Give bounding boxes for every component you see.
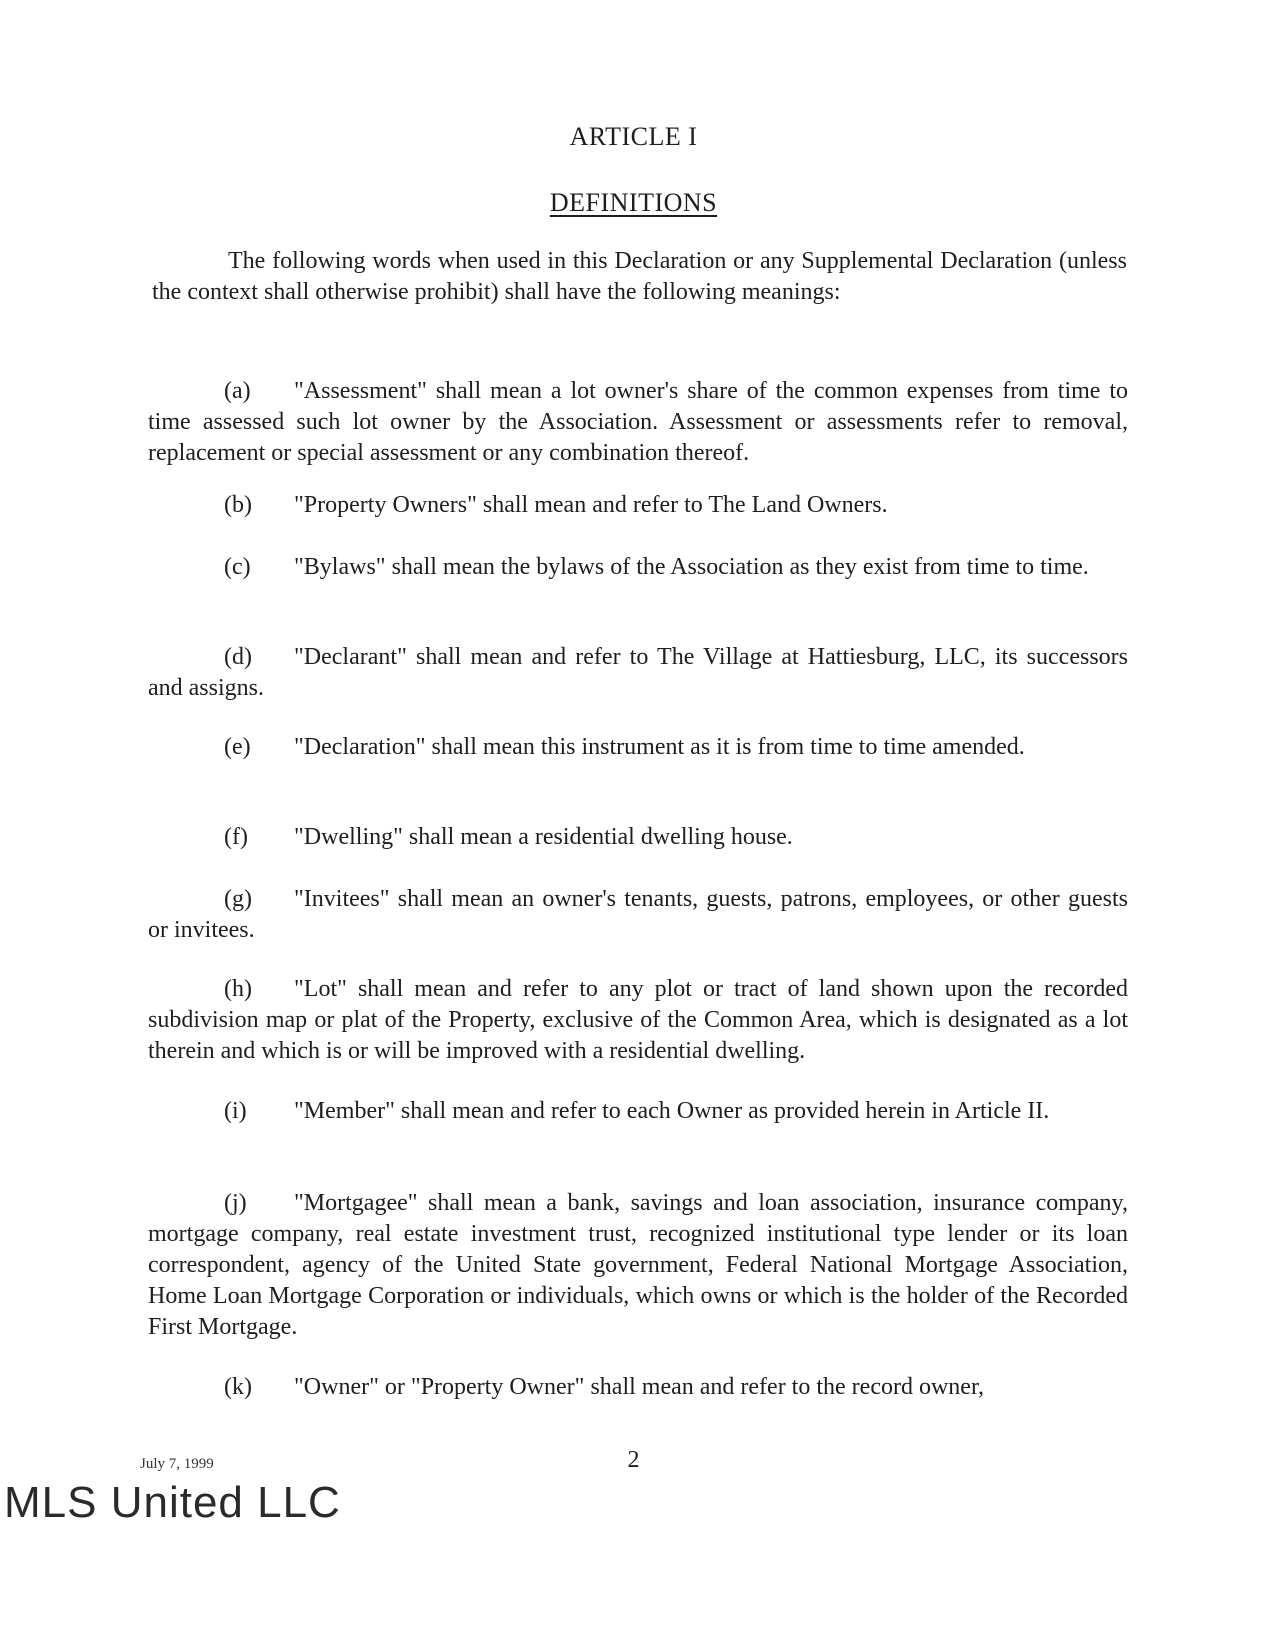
definition-marker: (h)	[224, 976, 252, 1002]
definition-text: "Property Owners" shall mean and refer to The Land Owners.	[294, 492, 888, 518]
definition-marker: (f)	[224, 824, 248, 850]
definition-text: "Owner" or "Property Owner" shall mean and refer to the record owner,	[294, 1374, 984, 1400]
intro-paragraph: The following words when used in this Declaration or any Supplemental Declaration (unless the context shall otherwise prohibit) shall have the following meanings:	[152, 248, 1127, 305]
definition-marker: (a)	[224, 378, 251, 404]
definition-text: "Assessment" shall mean a lot owner's share of the common expenses from time to time assessed such lot owner by the Association. Assessment or assessments refer to removal, replacement or special assessment or any combination thereof.	[148, 378, 1128, 466]
definition-marker: (j)	[224, 1190, 247, 1216]
section-heading	[0, 188, 1267, 218]
definition-g	[148, 884, 1128, 946]
page-number: 2	[627, 1447, 640, 1473]
definition-text: "Bylaws" shall mean the bylaws of the Association as they exist from time to time.	[294, 554, 1089, 580]
definition-marker: (k)	[224, 1374, 252, 1400]
definition-marker: (e)	[224, 734, 251, 760]
section-heading-text: DEFINITIONS	[549, 188, 718, 217]
definition-h	[148, 974, 1128, 1067]
definition-text: "Mortgagee" shall mean a bank, savings and loan association, insurance company, mortgage company, real estate investment trust, recognized institutional type lender or its loan correspondent, agency of the United State government, Federal National Mortgage Association, Home Loan Mortgage Corporation or individuals, which owns or which is the holder of the Recorded First Mortgage.	[148, 1190, 1128, 1340]
footer-date: July 7, 1999	[140, 1456, 214, 1472]
definition-text: "Member" shall mean and refer to each Owner as provided herein in Article II.	[294, 1098, 1050, 1124]
definition-i	[148, 1096, 1128, 1127]
definition-marker: (d)	[224, 644, 252, 670]
watermark-logo: MLS United LLC	[4, 1478, 341, 1527]
definition-a	[148, 376, 1128, 469]
definition-f	[148, 822, 1128, 853]
definition-j	[148, 1188, 1128, 1343]
definition-text: "Declarant" shall mean and refer to The Village at Hattiesburg, LLC, its successors and assigns.	[148, 644, 1128, 701]
definition-marker: (i)	[224, 1098, 247, 1124]
definition-text: "Declaration" shall mean this instrument as it is from time to time amended.	[294, 734, 1025, 760]
definition-c	[148, 552, 1128, 583]
definition-text: "Lot" shall mean and refer to any plot or tract of land shown upon the recorded subdivision map or plat of the Property, exclusive of the Common Area, which is designated as a lot therein and which is or will be improved with a residential dwelling.	[148, 976, 1128, 1064]
definition-text: "Dwelling" shall mean a residential dwelling house.	[294, 824, 793, 850]
definition-marker: (b)	[224, 492, 252, 518]
definition-marker: (g)	[224, 886, 252, 912]
definition-marker: (c)	[224, 554, 251, 580]
definition-e	[148, 732, 1128, 763]
definition-b	[148, 490, 1128, 521]
definition-text: "Invitees" shall mean an owner's tenants, guests, patrons, employees, or other guests or invitees.	[148, 886, 1128, 943]
article-heading: ARTICLE I	[569, 122, 698, 151]
definition-d	[148, 642, 1128, 704]
definition-k	[148, 1372, 1128, 1403]
